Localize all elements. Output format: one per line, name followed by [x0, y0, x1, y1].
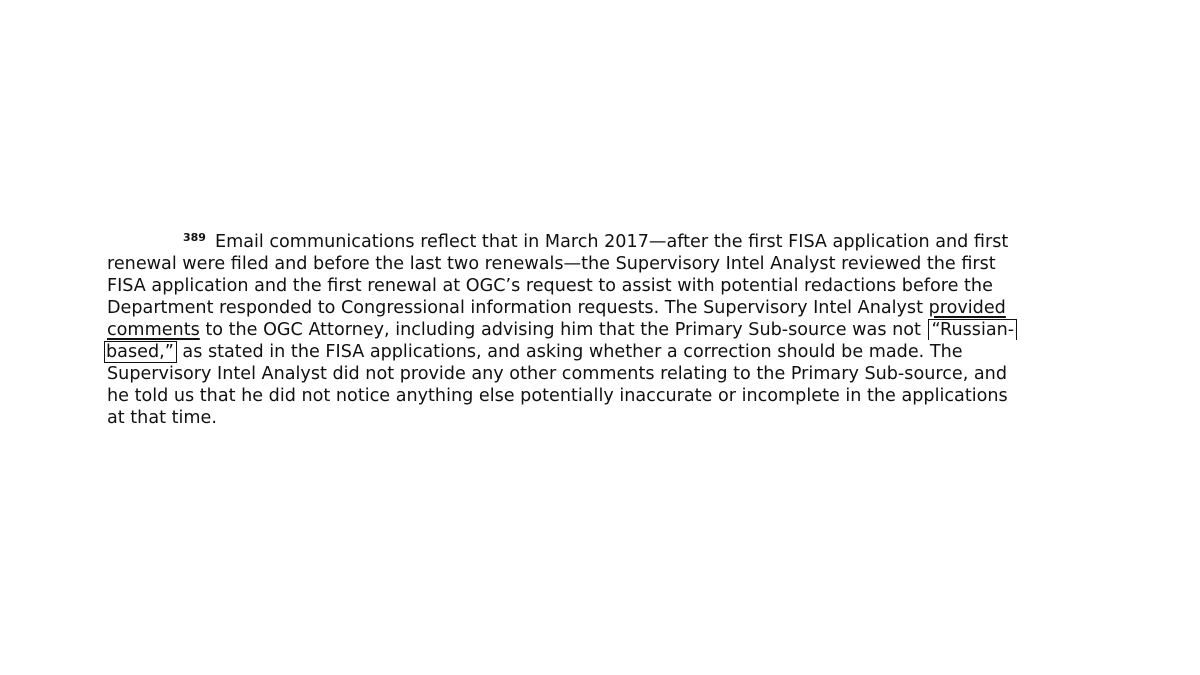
footnote-text-line-2: renewal were filed and before the last two renewals—the Supervisory Intel Analyst reviewed the first	[107, 254, 996, 274]
footnote-line-8	[107, 385, 1008, 407]
footnote-text-line-9: at that time.	[107, 408, 217, 428]
underlined-comments: comments	[107, 320, 200, 340]
footnote-text-line-1: Email communications reflect that in March 2017—after the first FISA application and first	[214, 232, 1009, 252]
footnote-line-7	[107, 363, 1007, 385]
underlined-provided: provided	[928, 298, 1006, 318]
footnote-text-line-8: he told us that he did not notice anything else potentially inaccurate or incomplete in the applications	[107, 386, 1008, 406]
footnote-text-line-7: Supervisory Intel Analyst did not provide any other comments relating to the Primary Sub-source, and	[107, 364, 1007, 384]
boxed-based: based,”	[104, 341, 177, 363]
footnote-text-line-4: Department responded to Congressional information requests. The Supervisory Intel Analyst	[107, 298, 929, 318]
footnote-line-9	[107, 407, 217, 429]
footnote-line-1	[183, 231, 1008, 253]
footnote-text-line-3: FISA application and the first renewal at OGC’s request to assist with potential redactions before the	[107, 276, 993, 296]
boxed-russian: “Russian-	[928, 319, 1017, 340]
footnote-line-2	[107, 253, 996, 275]
footnote-line-4	[107, 297, 1006, 319]
footnote-line-5	[107, 319, 1017, 341]
footnote-text-line-5: to the OGC Attorney, including advising him that the Primary Sub-source was not	[199, 320, 927, 340]
footnote-text-line-6: as stated in the FISA applications, and asking whether a correction should be made. The	[176, 342, 963, 362]
footnote-line-3	[107, 275, 993, 297]
footnote-line-6	[107, 341, 963, 363]
footnote-number: 389	[183, 231, 206, 244]
